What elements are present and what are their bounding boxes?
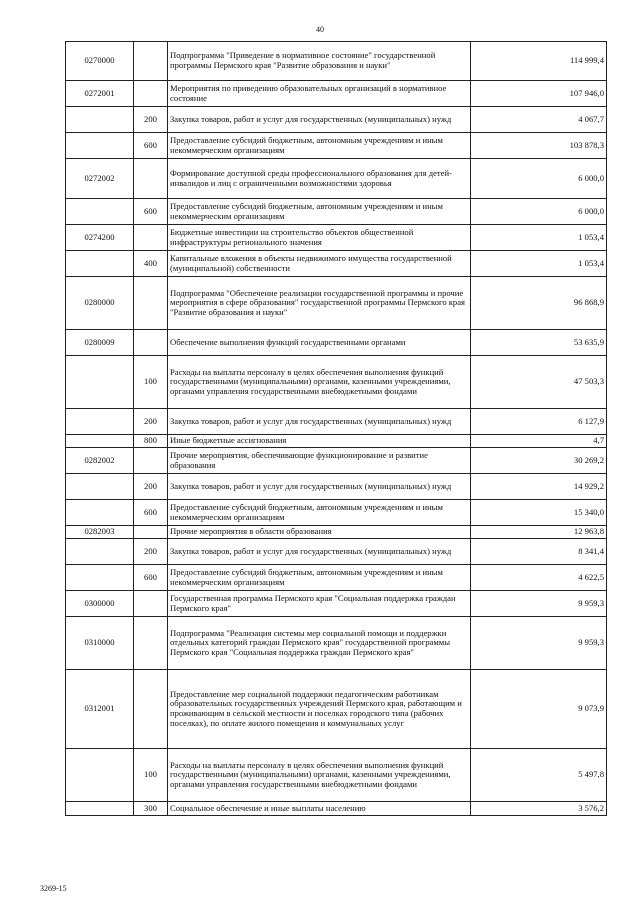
row-type [134,81,168,107]
row-code [66,435,134,448]
row-code: 0270000 [66,42,134,81]
row-amount: 96 868,9 [471,277,607,330]
row-name: Предоставление субсидий бюджетным, автономным учреждениям и иным некоммерческим организациям [168,199,471,225]
table-row [66,670,607,749]
table-row [66,500,607,526]
row-name: Предоставление субсидий бюджетным, автономным учреждениям и иным некоммерческим организациям [168,133,471,159]
row-name: Бюджетные инвестиции на строительство объектов общественной инфраструктуры регионального значения [168,225,471,251]
row-type: 600 [134,199,168,225]
table-row [66,159,607,199]
row-amount: 9 073,9 [471,670,607,749]
row-amount: 3 576,2 [471,802,607,816]
row-type: 200 [134,474,168,500]
table-row [66,225,607,251]
row-type [134,42,168,81]
table-row [66,42,607,81]
row-name: Прочие мероприятия, обеспечивающие функционирование и развитие образования [168,448,471,474]
table-row [66,617,607,670]
table-row [66,526,607,539]
row-code [66,199,134,225]
table-row [66,409,607,435]
row-name: Капитальные вложения в объекты недвижимого имущества государственной (муниципальной) собственности [168,251,471,277]
row-type [134,277,168,330]
row-amount: 8 341,4 [471,539,607,565]
row-type: 600 [134,133,168,159]
table-row [66,802,607,816]
row-amount: 15 340,0 [471,500,607,526]
row-code [66,749,134,802]
row-code [66,107,134,133]
row-amount: 103 878,3 [471,133,607,159]
table-row [66,435,607,448]
row-type: 100 [134,356,168,409]
table-row [66,330,607,356]
row-amount: 1 053,4 [471,251,607,277]
table-row [66,448,607,474]
row-code: 0282003 [66,526,134,539]
table-row [66,591,607,617]
row-type [134,670,168,749]
table-row [66,81,607,107]
row-name: Иные бюджетные ассигнования [168,435,471,448]
row-amount: 6 127,9 [471,409,607,435]
row-code: 0282002 [66,448,134,474]
row-name: Подпрограмма "Реализация системы мер социальной помощи и поддержки отдельных категорий граждан Пермского края" государственной программы Пермского края "Социальная поддержка граждан Пермского края" [168,617,471,670]
row-name: Социальное обеспечение и иные выплаты населению [168,802,471,816]
row-name: Закупка товаров, работ и услуг для государственных (муниципальных) нужд [168,539,471,565]
row-type [134,526,168,539]
row-amount: 12 963,8 [471,526,607,539]
row-amount: 4,7 [471,435,607,448]
row-type: 200 [134,107,168,133]
row-code [66,356,134,409]
row-type: 200 [134,539,168,565]
row-amount: 114 999,4 [471,42,607,81]
row-name: Расходы на выплаты персоналу в целях обеспечения выполнения функций государственными (муниципальными) органами, казенными учреждениями, органами управления государственными внебюджетными фондами [168,356,471,409]
row-name: Подпрограмма "Обеспечение реализации государственной программы и прочие мероприятия в сфере образования" государственной программы Пермского края "Развитие образования и науки" [168,277,471,330]
row-code [66,500,134,526]
table-row [66,251,607,277]
row-code [66,251,134,277]
table-row [66,107,607,133]
row-code: 0274200 [66,225,134,251]
row-code: 0310000 [66,617,134,670]
row-type: 200 [134,409,168,435]
row-name: Закупка товаров, работ и услуг для государственных (муниципальных) нужд [168,409,471,435]
row-type [134,225,168,251]
page-number: 40 [316,25,324,34]
row-name: Закупка товаров, работ и услуг для государственных (муниципальных) нужд [168,474,471,500]
row-amount: 6 000,0 [471,159,607,199]
row-code [66,802,134,816]
row-type: 600 [134,500,168,526]
row-amount: 1 053,4 [471,225,607,251]
row-amount: 4 622,5 [471,565,607,591]
table-row [66,539,607,565]
budget-table [65,41,607,816]
row-name: Государственная программа Пермского края "Социальная поддержка граждан Пермского края" [168,591,471,617]
row-name: Прочие мероприятия в области образования [168,526,471,539]
table-row [66,565,607,591]
row-amount: 14 929,2 [471,474,607,500]
row-amount: 53 635,9 [471,330,607,356]
table-row [66,356,607,409]
row-name: Мероприятия по приведению образовательных организаций в нормативное состояние [168,81,471,107]
table-row [66,199,607,225]
row-amount: 47 503,3 [471,356,607,409]
row-type [134,448,168,474]
row-name: Обеспечение выполнения функций государственными органами [168,330,471,356]
row-code [66,409,134,435]
row-amount: 9 959,3 [471,591,607,617]
row-name: Расходы на выплаты персоналу в целях обеспечения выполнения функций государственными (муниципальными) органами, казенными учреждениями, органами управления государственными внебюджетными фондами [168,749,471,802]
row-code [66,539,134,565]
row-code: 0272002 [66,159,134,199]
row-type [134,617,168,670]
row-type: 600 [134,565,168,591]
row-name: Предоставление субсидий бюджетным, автономным учреждениям и иным некоммерческим организациям [168,565,471,591]
row-type [134,591,168,617]
row-type [134,330,168,356]
row-amount: 9 959,3 [471,617,607,670]
row-name: Предоставление мер социальной поддержки педагогическим работникам образовательных государственных учреждений Пермского края, работающим и проживающим в сельской местности и поселках городского типа (рабочих поселках), по оплате жилого помещения и коммунальных услуг [168,670,471,749]
table-row [66,749,607,802]
table-row [66,474,607,500]
document-footer-code: 3269-15 [40,884,67,893]
row-name: Закупка товаров, работ и услуг для государственных (муниципальных) нужд [168,107,471,133]
row-amount: 6 000,0 [471,199,607,225]
row-type: 400 [134,251,168,277]
row-type [134,159,168,199]
row-amount: 30 269,2 [471,448,607,474]
row-code: 0312001 [66,670,134,749]
row-name: Подпрограмма "Приведение в нормативное состояние" государственной программы Пермского края "Развитие образования и науки" [168,42,471,81]
row-code [66,565,134,591]
row-name: Формирование доступной среды профессионального образования для детей-инвалидов и лиц с ограниченными возможностями здоровья [168,159,471,199]
row-code [66,133,134,159]
row-amount: 4 067,7 [471,107,607,133]
row-type: 800 [134,435,168,448]
row-code: 0280000 [66,277,134,330]
table-row [66,133,607,159]
row-type: 100 [134,749,168,802]
row-type: 300 [134,802,168,816]
row-name: Предоставление субсидий бюджетным, автономным учреждениям и иным некоммерческим организациям [168,500,471,526]
row-amount: 107 946,0 [471,81,607,107]
row-code: 0300000 [66,591,134,617]
table-row [66,277,607,330]
row-code: 0272001 [66,81,134,107]
row-code [66,474,134,500]
row-amount: 5 497,8 [471,749,607,802]
row-code: 0280009 [66,330,134,356]
